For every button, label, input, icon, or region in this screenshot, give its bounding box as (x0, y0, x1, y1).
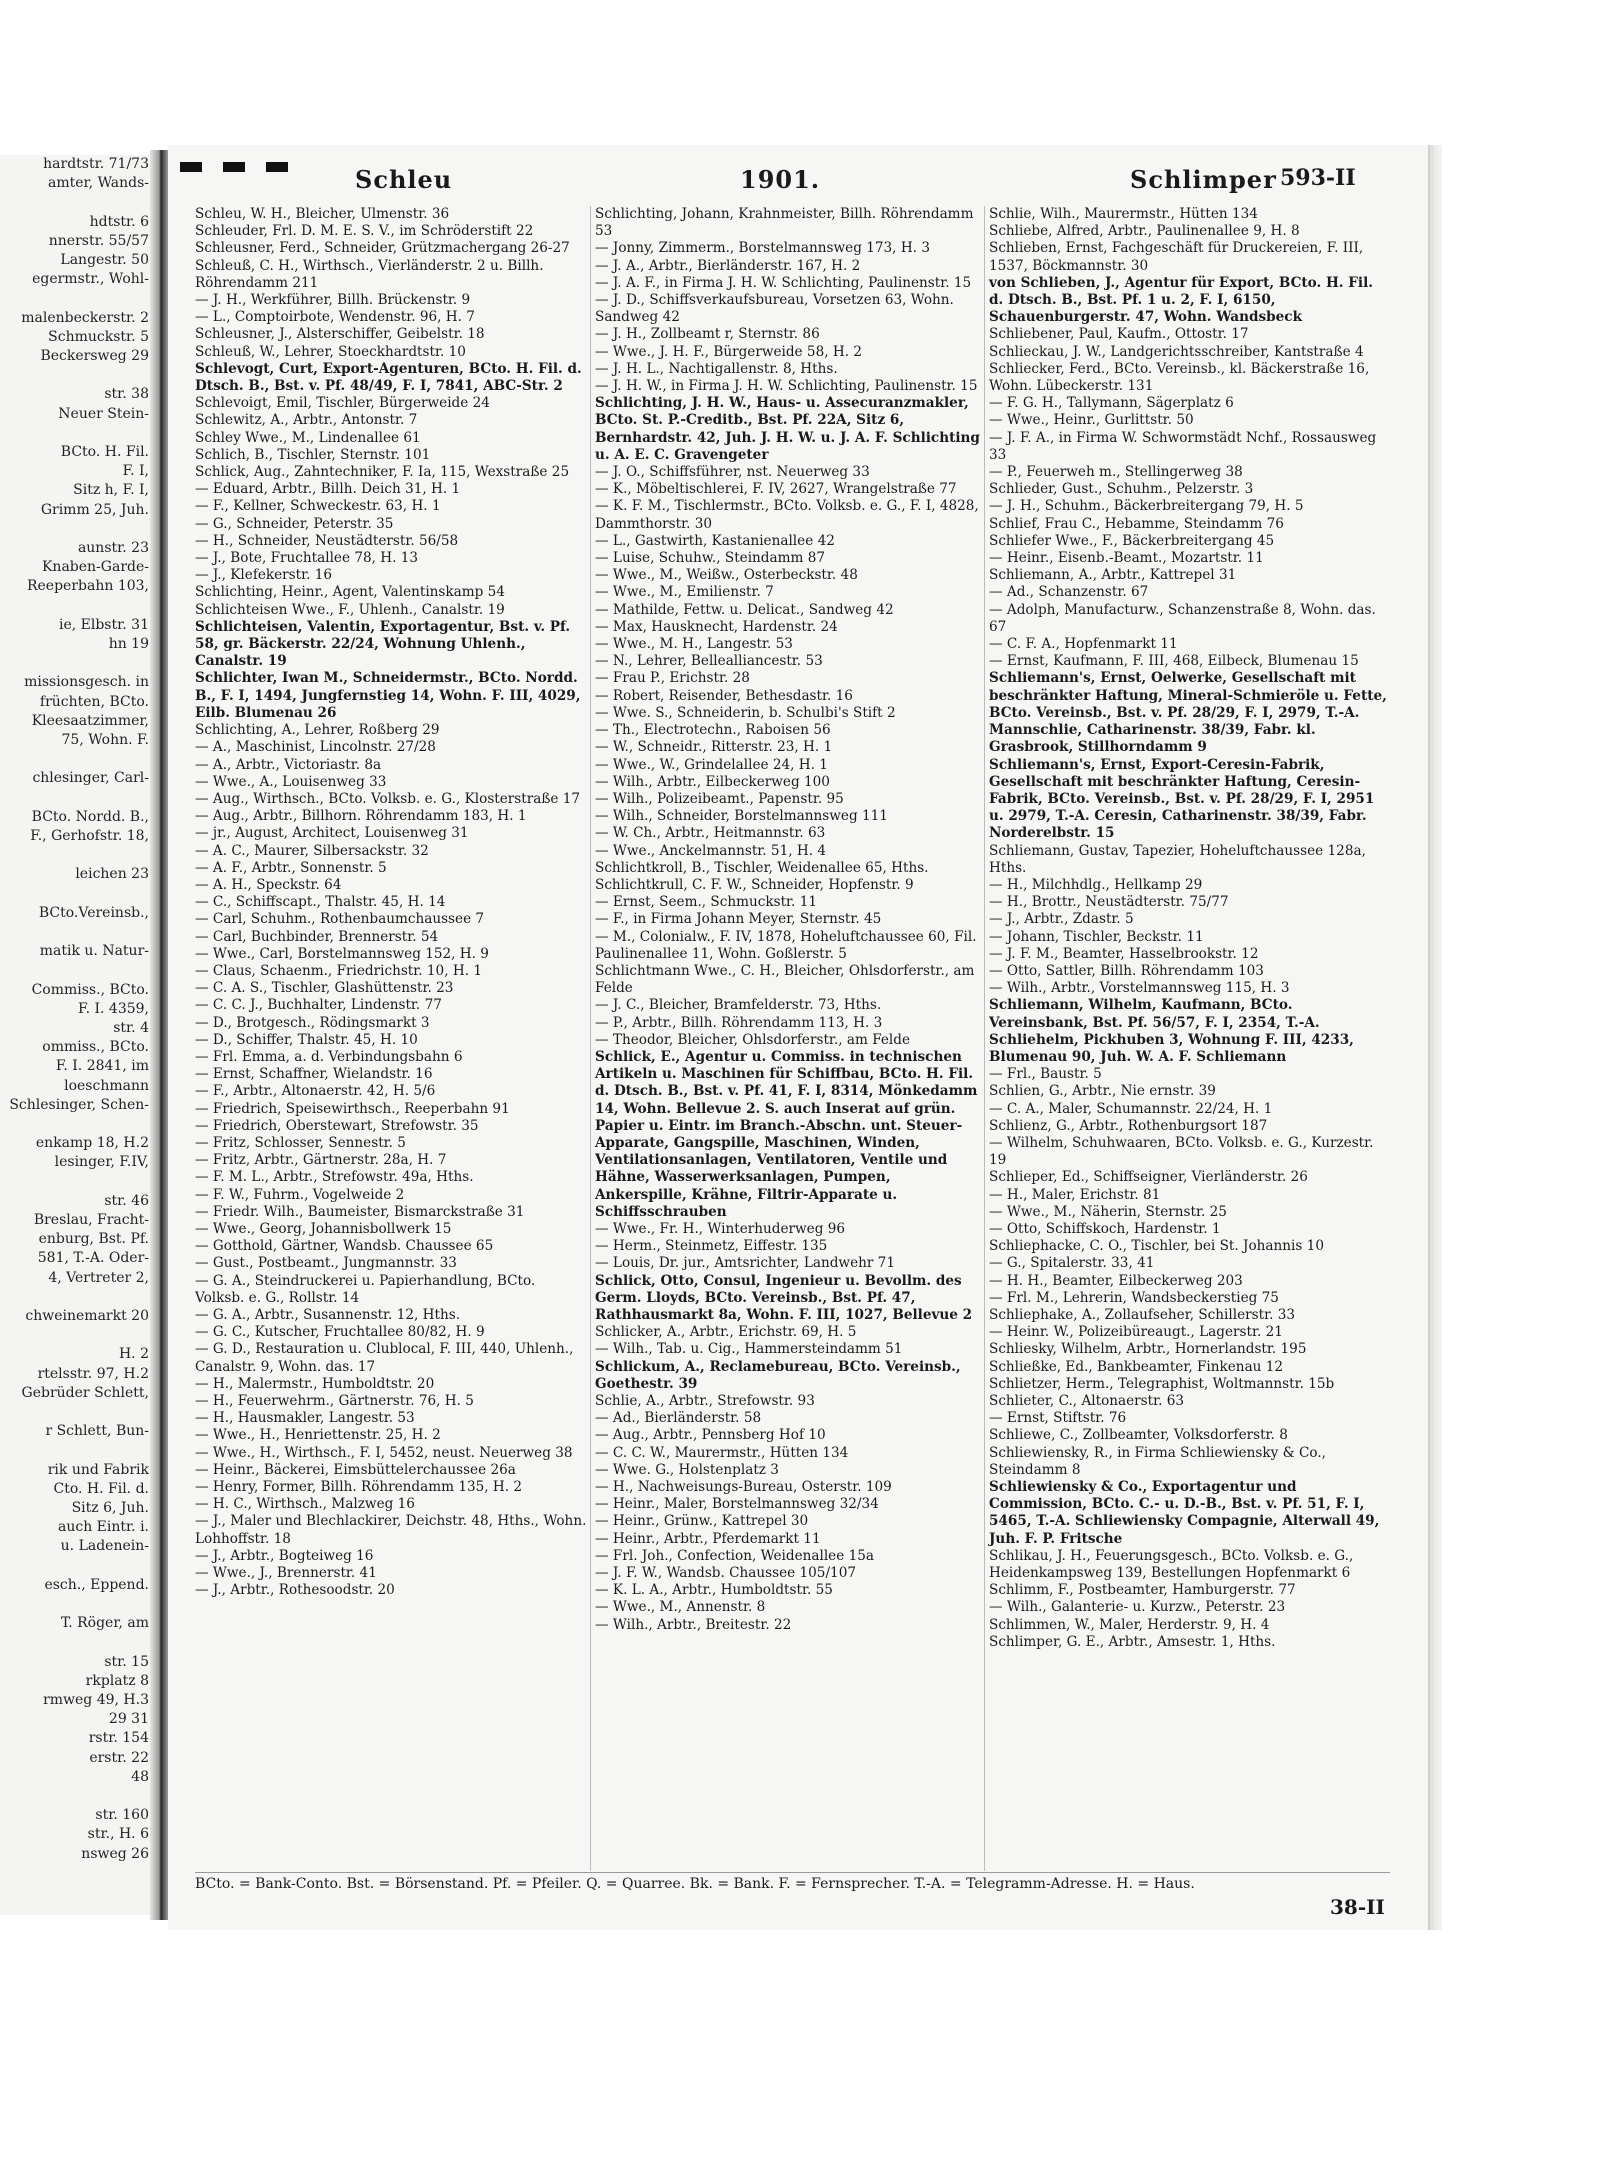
previous-page-fragment: str. 4 (113, 1020, 149, 1036)
directory-entry: — M., Colonialw., F. IV, 1878, Hoheluftchaussee 60, Fil. Paulinenallee 11, Wohn. Goßlerstr. 5 (595, 928, 977, 962)
directory-entry: — J., Arbtr., Rothesoodstr. 20 (195, 1582, 395, 1599)
directory-entry: — W. Ch., Arbtr., Heitmannstr. 63 (595, 825, 826, 842)
directory-entry: Schliephacke, C. O., Tischler, bei St. Johannis 10 (989, 1238, 1324, 1255)
directory-entry: — C. C. W., Maurermstr., Hütten 134 (595, 1444, 849, 1461)
directory-entry: — Frl., Baustr. 5 (989, 1066, 1102, 1083)
previous-page-fragment: Beckersweg 29 (40, 348, 149, 364)
directory-entry: — K. F. M., Tischlermstr., BCto. Volksb. e. G., F. I, 4828, Dammthorstr. 30 (595, 498, 979, 532)
previous-page-fragment: früchten, BCto. (39, 693, 149, 710)
directory-entry: Schlick, Otto, Consul, Ingenieur u. Bevollm. des Germ. Lloyds, BCto. Vereinsb., Bst. Pf. 47, Rathhausmarkt 8a, Wohn. F. III, 1027, Bellevue 2 (595, 1272, 973, 1323)
directory-entry: Schlewitz, A., Arbtr., Antonstr. 7 (195, 412, 418, 429)
directory-entry: — K. L. A., Arbtr., Humboldtstr. 55 (595, 1582, 833, 1599)
previous-page-fragment: hardtstr. 71/73 (43, 156, 149, 172)
directory-entry: — J., Arbtr., Bogteiweg 16 (195, 1547, 374, 1564)
directory-entry: Schleuß, W., Lehrer, Stoeckhardtstr. 10 (195, 343, 466, 360)
directory-entry: von Schlieben, J., Agentur für Export, BCto. H. Fil. d. Dtsch. B., Bst. Pf. 1 u. 2, F. I, 6150, Schauenburgerstr. 47, Wohn. Wandsbeck (989, 274, 1373, 326)
previous-page-fragment: nsweg 26 (81, 1845, 149, 1862)
directory-entry: — Wwe., M., Annenstr. 8 (595, 1599, 766, 1616)
directory-entry: — Wilh., Schneider, Borstelmannsweg 111 (595, 808, 888, 825)
directory-entry: Schleuß, C. H., Wirthsch., Vierländerstr. 2 u. Billh. Röhrendamm 211 (195, 257, 544, 291)
previous-page-fragment: Sitz 6, Juh. (71, 1500, 149, 1516)
directory-entry: — P., Arbtr., Billh. Röhrendamm 113, H. 3 (595, 1014, 883, 1031)
previous-page-fragment: hdtstr. 6 (89, 213, 149, 230)
previous-page-fragment: 29 31 (108, 1711, 149, 1728)
directory-entry: Schlicker, A., Arbtr., Erichstr. 69, H. 5 (595, 1324, 857, 1341)
page-number: 593-II (1280, 165, 1356, 191)
directory-entry: — Friedr. Wilh., Baumeister, Bismarckstraße 31 (195, 1203, 525, 1220)
directory-entry: — F., Arbtr., Altonaerstr. 42, H. 5/6 (195, 1083, 436, 1100)
previous-page-fragment: lesinger, F.IV, (54, 1154, 149, 1171)
directory-entry: — Claus, Schaenm., Friedrichstr. 10, H. 1 (195, 962, 482, 979)
directory-entry: — Th., Electrotechn., Raboisen 56 (595, 722, 831, 739)
directory-entry: Schliebener, Paul, Kaufm., Ottostr. 17 (989, 326, 1249, 343)
directory-entry: — J., Klefekerstr. 16 (195, 567, 333, 584)
directory-entry: — J. A. F., in Firma J. H. W. Schlichting, Paulinenstr. 15 (595, 274, 972, 291)
directory-entry: Schliemann, Wilhelm, Kaufmann, BCto. Vereinsbank, Bst. Pf. 56/57, F. I, 2354, T.-A. Schliehelm, Pickhuben 3, Wohnung F. III, 4233, Blumenau 90, Juh. W. A. F. Schliemann (989, 997, 1354, 1065)
directory-entry: — Wwe., J., Brennerstr. 41 (195, 1565, 377, 1582)
previous-page-fragment: str., H. 6 (87, 1826, 149, 1843)
directory-entry: Schleu, W. H., Bleicher, Ulmenstr. 36 (195, 206, 450, 222)
previous-page-fragment: rik und Fabrik (47, 1461, 149, 1478)
directory-column-2 (590, 206, 983, 1871)
previous-page-fragment: rtelsstr. 97, H.2 (37, 1365, 149, 1382)
directory-entry: Schliephake, A., Zollaufseher, Schillerstr. 33 (989, 1307, 1296, 1323)
directory-entry: — H., Schneider, Neustädterstr. 56/58 (195, 532, 459, 549)
directory-entry: Schliecker, Ferd., BCto. Vereinsb., kl. Bäckerstraße 16, Wohn. Lübeckerstr. 131 (989, 360, 1370, 395)
previous-page-fragment: chlesinger, Carl- (32, 770, 149, 787)
directory-entry: — Fritz, Schlosser, Sennestr. 5 (195, 1134, 406, 1151)
previous-page-fragment: Schlesinger, Schen- (9, 1096, 149, 1113)
directory-column-3 (984, 206, 1389, 1871)
directory-entry: — G. D., Restauration u. Clublocal, F. III, 440, Uhlenh., Canalstr. 9, Wohn. das. 17 (195, 1341, 574, 1375)
directory-entry: — Wilhelm, Schuhwaaren, BCto. Volksb. e. G., Kurzestr. 19 (989, 1134, 1374, 1169)
directory-entry: Schlichteisen, Valentin, Exportagentur, Bst. v. Pf. 58, gr. Bäckerstr. 22/24, Wohnung Uhlenh., Canalstr. 19 (195, 618, 571, 670)
directory-entry: Schlikau, J. H., Feuerungsgesch., BCto. Volksb. e. G., Heidenkampsweg 139, Bestellungen Hopfenmarkt 6 (989, 1547, 1354, 1582)
directory-entry: — Louis, Dr. jur., Amtsrichter, Landwehr 71 (595, 1255, 895, 1272)
directory-entry: — H., Feuerwehrm., Gärtnerstr. 76, H. 5 (195, 1393, 474, 1410)
directory-entry: Schliewe, C., Zollbeamter, Volksdorferstr. 8 (989, 1427, 1288, 1444)
directory-entry: Schliewiensky & Co., Exportagentur und Commission, BCto. C.- u. D.-B., Bst. v. Pf. 51, F. I, 5465, T.-A. Schliewiensky Compagnie, Alterwall 49, Juh. F. P. Fritsche (989, 1479, 1380, 1547)
previous-page-fragment: missionsgesch. in (24, 674, 149, 691)
directory-entry: — G. A., Arbtr., Susannenstr. 12, Hths. (195, 1307, 461, 1323)
directory-entry: Schlichting, Heinr., Agent, Valentinskamp 54 (195, 584, 505, 601)
directory-entry: Schlie, A., Arbtr., Strefowstr. 93 (595, 1393, 815, 1410)
directory-entry: — Ad., Schanzenstr. 67 (989, 584, 1149, 601)
previous-page-fragment: ommiss., BCto. (42, 1039, 149, 1056)
directory-entry: — F., Kellner, Schweckestr. 63, H. 1 (195, 498, 441, 515)
directory-entry: Schlieper, Ed., Schiffseigner, Vierländerstr. 26 (989, 1169, 1308, 1186)
previous-page-fragment: Schmuckstr. 5 (48, 328, 149, 345)
directory-entry: Schlimper, G. E., Arbtr., Amsestr. 1, Hths. (989, 1633, 1276, 1650)
directory-entry: — Aug., Wirthsch., BCto. Volksb. e. G., Klosterstraße 17 (195, 790, 581, 807)
previous-page-fragment: malenbeckerstr. 2 (21, 309, 149, 326)
previous-page-fragment: u. Ladenein- (60, 1538, 149, 1555)
previous-page-fragment: Kleesaatzimmer, (31, 712, 149, 729)
directory-entry: Schley Wwe., M., Lindenallee 61 (195, 429, 421, 446)
previous-page-fragment: chweinemarkt 20 (25, 1308, 149, 1324)
previous-page-fragment: F. I. 4359, (78, 1000, 149, 1017)
directory-entry: — Frl. M., Lehrerin, Wandsbeckerstieg 75 (989, 1289, 1279, 1306)
directory-entry: — J. D., Schiffsverkaufsbureau, Vorsetzen 63, Wohn. Sandweg 42 (595, 292, 954, 326)
directory-entry: Schlevogt, Curt, Export-Agenturen, BCto. H. Fil. d. Dtsch. B., Bst. v. Pf. 48/49, F. I, 7841, ABC-Str. 2 (195, 360, 582, 395)
directory-entry: — H. H., Beamter, Eilbeckerweg 203 (989, 1272, 1243, 1289)
directory-entry: — H., Nachweisungs-Bureau, Osterstr. 109 (595, 1479, 892, 1496)
directory-entry: — H., Malermstr., Humboldtstr. 20 (195, 1375, 435, 1392)
directory-entry: Schlieben, Ernst, Fachgeschäft für Druckereien, F. III, 1537, Böckmannstr. 30 (989, 240, 1364, 274)
directory-entry: — Ernst, Kaufmann, F. III, 468, Eilbeck, Blumenau 15 (989, 653, 1359, 670)
previous-page-fragment: BCto.Vereinsb., (38, 904, 149, 921)
directory-entry: — Frl. Joh., Confection, Weidenallee 15a (595, 1547, 874, 1564)
directory-entry: — G., Spitalerstr. 33, 41 (989, 1255, 1155, 1272)
directory-entry: — J. F. M., Beamter, Hasselbrookstr. 12 (989, 945, 1259, 962)
directory-entry: — A., Maschinist, Lincolnstr. 27/28 (195, 739, 436, 756)
previous-page-fragment: str. 46 (104, 1192, 149, 1209)
directory-entry: — C. A., Maler, Schumannstr. 22/24, H. 1 (989, 1100, 1273, 1117)
directory-entry: — C. A. S., Tischler, Glashüttenstr. 23 (195, 980, 454, 997)
directory-entry: — W., Schneidr., Ritterstr. 23, H. 1 (595, 739, 833, 756)
directory-entry: — L., Gastwirth, Kastanienallee 42 (595, 532, 835, 549)
directory-entry: — Aug., Arbtr., Billhorn. Röhrendamm 183, H. 1 (195, 808, 527, 825)
directory-entry: Schliemann, A., Arbtr., Kattrepel 31 (989, 567, 1237, 584)
directory-entry: — Wwe., Fr. H., Winterhuderweg 96 (595, 1220, 846, 1237)
directory-entry: Schleuder, Frl. D. M. E. S. V., im Schröderstift 22 (195, 223, 534, 240)
directory-entry: — Robert, Reisender, Bethesdastr. 16 (595, 687, 853, 704)
directory-entry: Schleusner, J., Alsterschiffer, Geibelstr. 18 (195, 326, 485, 343)
directory-entry: — J. C., Bleicher, Bramfelderstr. 73, Hths. (595, 997, 882, 1014)
directory-entry: Schleusner, Ferd., Schneider, Grützmachergang 26-27 (195, 240, 570, 257)
directory-entry: Schliewiensky, R., in Firma Schliewiensky & Co., Steindamm 8 (989, 1444, 1326, 1478)
directory-entry: — H., Maler, Erichstr. 81 (989, 1186, 1161, 1203)
directory-entry: Schlichtmann Wwe., C. H., Bleicher, Ohlsdorferstr., am Felde (595, 962, 975, 997)
previous-page-fragment: rkplatz 8 (85, 1672, 149, 1689)
previous-page-fragment: auch Eintr. i. (58, 1519, 149, 1536)
directory-entry: Schlichter, Iwan M., Schneidermstr., BCto. Nordd. B., F. I, 1494, Jungfernstieg 14, Wohn. F. III, 4029, Eilb. Blumenau 26 (195, 670, 581, 721)
directory-entry: — Wwe., Carl, Borstelmannsweg 152, H. 9 (195, 945, 489, 962)
directory-entry: — C. F. A., Hopfenmarkt 11 (989, 636, 1178, 653)
directory-entry: — J. H., Schuhm., Bäckerbreitergang 79, H. 5 (989, 498, 1304, 515)
directory-entry: — Theodor, Bleicher, Ohlsdorferstr., am Felde (595, 1031, 911, 1048)
directory-entry: — J. O., Schiffsführer, nst. Neuerweg 33 (595, 464, 870, 481)
directory-entry: — Otto, Schiffskoch, Hardenstr. 1 (989, 1220, 1221, 1237)
directory-entry: — J. H. L., Nachtigallenstr. 8, Hths. (595, 360, 838, 377)
directory-entry: Schlick, Aug., Zahntechniker, F. Ia, 115, Wexstraße 25 (195, 464, 570, 481)
previous-page-fragment: Gebrüder Schlett, (21, 1384, 149, 1401)
directory-entry: Schliesky, Wilhelm, Arbtr., Hornerlandstr. 195 (989, 1341, 1307, 1358)
directory-entry: Schlieder, Gust., Schuhm., Pelzerstr. 3 (989, 481, 1254, 498)
directory-entry: — Heinr. W., Polizeibüreaugt., Lagerstr. 21 (989, 1324, 1283, 1341)
directory-entry: — H. C., Wirthsch., Malzweg 16 (195, 1496, 415, 1513)
previous-page-fragment: H. 2 (118, 1346, 149, 1363)
directory-entry: — K., Möbeltischlerei, F. IV, 2627, Wrangelstraße 77 (595, 481, 957, 498)
directory-entry: — Jonny, Zimmerm., Borstelmannsweg 173, H. 3 (595, 240, 930, 257)
directory-entry: — Friedrich, Speisewirthsch., Reeperbahn 91 (195, 1100, 510, 1117)
directory-entry: — Frau P., Erichstr. 28 (595, 670, 750, 687)
previous-page-fragment: matik u. Natur- (39, 943, 149, 960)
previous-page-fragment: 581, T.-A. Oder- (37, 1250, 149, 1267)
previous-page-fragment: nnerstr. 55/57 (48, 232, 149, 249)
directory-entry: — Wilh., Arbtr., Eilbeckerweg 100 (595, 773, 830, 790)
directory-entry: — P., Feuerweh m., Stellingerweg 38 (989, 464, 1243, 481)
directory-entry: — J., Arbtr., Zdastr. 5 (989, 911, 1134, 928)
directory-entry: — G., Schneider, Peterstr. 35 (195, 515, 394, 532)
directory-entry: Schlichting, Johann, Krahnmeister, Billh. Röhrendamm 53 (595, 206, 974, 240)
header-last-entry: Schlimper (1130, 165, 1277, 194)
directory-entry: — Wwe., H., Wirthsch., F. I, 5452, neust. Neuerweg 38 (195, 1444, 573, 1461)
previous-page-fragment: Commiss., BCto. (31, 981, 149, 998)
directory-entry: — Carl, Schuhm., Rothenbaumchaussee 7 (195, 911, 485, 928)
previous-page-fragment: rstr. 154 (88, 1730, 149, 1747)
directory-entry: — Ernst, Schaffner, Wielandstr. 16 (195, 1066, 433, 1083)
book-gutter (150, 150, 170, 1920)
directory-entry: Schlichting, A., Lehrer, Roßberg 29 (195, 722, 440, 739)
directory-entry: Schlimmen, W., Maler, Herderstr. 9, H. 4 (989, 1616, 1270, 1633)
previous-page-fragment: erstr. 22 (89, 1749, 149, 1766)
directory-entry: Schlichteisen Wwe., F., Uhlenh., Canalstr. 19 (195, 601, 505, 618)
previous-page-fragment: rmweg 49, H.3 (43, 1692, 149, 1708)
previous-page-fragment: str. 38 (104, 386, 149, 403)
directory-entry: — Mathilde, Fettw. u. Delicat., Sandweg 42 (595, 601, 894, 618)
header-first-entry: Schleu (355, 165, 453, 194)
previous-page-fragment: aunstr. 23 (77, 540, 149, 556)
previous-page-fragment: Cto. H. Fil. d. (53, 1480, 149, 1497)
directory-entry: — Heinr., Bäckerei, Eimsbüttelerchaussee 26a (195, 1461, 516, 1478)
directory-entry: — Wwe., Heinr., Gurlittstr. 50 (989, 412, 1194, 429)
previous-page-fragment: enkamp 18, H.2 (35, 1135, 149, 1152)
directory-entry: — J., Maler und Blechlackirer, Deichstr. 48, Hths., Wohn. Lohhoffstr. 18 (195, 1513, 587, 1547)
directory-entry: — J. H., Zollbeamt r, Sternstr. 86 (595, 326, 820, 343)
directory-entry: — J. F. W., Wandsb. Chaussee 105/107 (595, 1565, 856, 1582)
previous-page-fragment: F. I. 2841, im (55, 1058, 149, 1075)
directory-entry: — Adolph, Manufacturw., Schanzenstraße 8, Wohn. das. 67 (989, 601, 1376, 635)
previous-page-fragment: 48 (131, 1768, 149, 1785)
directory-entry: — J. H., Werkführer, Billh. Brückenstr. 9 (195, 292, 471, 309)
directory-entry: — Wwe., H., Henriettenstr. 25, H. 2 (195, 1427, 441, 1444)
directory-entry: — Wilh., Galanterie- u. Kurzw., Peterstr. 23 (989, 1599, 1286, 1616)
directory-entry: — Wwe., A., Louisenweg 33 (195, 773, 387, 790)
previous-page-fragment: r Schlett, Bun- (45, 1423, 149, 1440)
previous-page-fragment: str. 160 (95, 1807, 149, 1824)
directory-entry: — A. H., Speckstr. 64 (195, 876, 342, 893)
previous-page-fragment: esch., Eppend. (44, 1576, 149, 1593)
directory-entry: — J., Bote, Fruchtallee 78, H. 13 (195, 550, 419, 567)
previous-page-fragment: Breslau, Fracht- (33, 1212, 149, 1228)
previous-page-fragment: Neuer Stein- (58, 405, 149, 422)
directory-entry: Schliebe, Alfred, Arbtr., Paulinenallee 9, H. 8 (989, 223, 1300, 240)
directory-entry: — Aug., Arbtr., Pennsberg Hof 10 (595, 1427, 826, 1444)
directory-entry: — Heinr., Grünw., Kattrepel 30 (595, 1513, 809, 1530)
directory-entry: — Wwe., M. H., Langestr. 53 (595, 636, 793, 653)
directory-entry: — Wilh., Arbtr., Vorstelmannsweg 115, H. 3 (989, 980, 1290, 997)
previous-page-fragment: ie, Elbstr. 31 (58, 616, 149, 633)
previous-page-fragment: hn 19 (108, 636, 149, 652)
directory-entry: Schlietzer, Herm., Telegraphist, Woltmannstr. 15b (989, 1375, 1335, 1392)
directory-entry: Schlichting, J. H. W., Haus- u. Assecuranzmakler, BCto. St. P.-Creditb., Bst. Pf. 22A, Sitz 6, Bernhardstr. 42, Juh. J. H. W. u. J. A. F. Schlichting u. A. E. C. Gravengeter (595, 395, 980, 463)
directory-entry: Schlevoigt, Emil, Tischler, Bürgerweide 24 (195, 395, 490, 412)
directory-entry: — C. C. J., Buchhalter, Lindenstr. 77 (195, 997, 442, 1014)
directory-entry: — D., Schiffer, Thalstr. 45, H. 10 (195, 1031, 418, 1048)
directory-entry: — L., Comptoirbote, Wendenstr. 96, H. 7 (195, 309, 475, 326)
previous-page-fragment: T. Röger, am (60, 1615, 149, 1632)
directory-entry: — Wwe., Georg, Johannisbollwerk 15 (195, 1220, 452, 1237)
directory-entry: — A. C., Maurer, Silbersackstr. 32 (195, 842, 429, 859)
directory-entry: Schliemann, Gustav, Tapezier, Hoheluftchaussee 128a, Hths. (989, 842, 1366, 876)
directory-entry: — F. G. H., Tallymann, Sägerplatz 6 (989, 395, 1234, 412)
directory-entry: — A. F., Arbtr., Sonnenstr. 5 (195, 859, 387, 876)
directory-entry: Schlichtkroll, B., Tischler, Weidenallee 65, Hths. (595, 859, 929, 876)
directory-entry: — Wwe., M., Emilienstr. 7 (595, 584, 774, 601)
directory-entry: — H., Milchhdlg., Hellkamp 29 (989, 876, 1203, 893)
directory-entry: — Gust., Postbeamt., Jungmannstr. 33 (195, 1255, 457, 1272)
previous-page-fragment: Grimm 25, Juh. (40, 501, 149, 518)
previous-page-fragment: Sitz h, F. I, (73, 482, 149, 499)
directory-entry: — Wwe., W., Grindelallee 24, H. 1 (595, 756, 828, 773)
previous-page-fragment: egermstr., Wohl- (32, 271, 149, 288)
previous-page-fragment: 4, Vertreter 2, (48, 1269, 149, 1286)
directory-entry: — H., Brottr., Neustädterstr. 75/77 (989, 894, 1229, 911)
directory-entry: Schlief, Frau C., Hebamme, Steindamm 76 (989, 515, 1284, 532)
directory-entry: — Otto, Sattler, Billh. Röhrendamm 103 (989, 962, 1264, 979)
previous-page-fragment: loeschmann (64, 1077, 149, 1094)
directory-entry: — Henry, Former, Billh. Röhrendamm 135, H. 2 (195, 1479, 523, 1496)
directory-entry: Schlieter, C., Altonaerstr. 63 (989, 1393, 1185, 1410)
directory-entry: — Wwe., M., Näherin, Sternstr. 25 (989, 1203, 1227, 1220)
page-header (195, 165, 1420, 209)
directory-entry: Schlienz, G., Arbtr., Rothenburgsort 187 (989, 1117, 1268, 1134)
directory-entry: — Wwe. S., Schneiderin, b. Schulbi's Stift 2 (595, 704, 896, 721)
directory-entry: — Wilh., Polizeibeamt., Papenstr. 95 (595, 790, 844, 807)
directory-entry: — J. H. W., in Firma J. H. W. Schlichting, Paulinenstr. 15 (595, 378, 978, 395)
directory-entry: — F. W., Fuhrm., Vogelweide 2 (195, 1186, 405, 1203)
directory-entry: — A., Arbtr., Victoriastr. 8a (195, 756, 382, 773)
directory-entry: — Ernst, Seem., Schmuckstr. 11 (595, 894, 817, 911)
directory-entry: Schliemann's, Ernst, Export-Ceresin-Fabrik, Gesellschaft mit beschränkter Haftung, Ceresin-Fabrik, BCto. Vereinsb., Bst. v. Pf. 28/29, F. I, 2951 u. 2979, T.-A. Ceresin, Catharinenstr. 38/39, Fabr. Norderelbstr. 15 (989, 756, 1375, 842)
previous-page-fragment: Langestr. 50 (60, 252, 149, 268)
previous-page-fragment: Knaben-Garde- (41, 559, 149, 576)
previous-page-fragment: BCto. H. Fil. (60, 444, 149, 460)
previous-page-fragment: leichen 23 (75, 866, 149, 883)
directory-entry: Schliefer Wwe., F., Bäckerbreitergang 45 (989, 532, 1275, 549)
directory-entry: Schlieckau, J. W., Landgerichtsschreiber, Kantstraße 4 (989, 343, 1364, 360)
directory-entry: — Wilh., Arbtr., Breitestr. 22 (595, 1616, 792, 1633)
previous-page-fragment: 75, Wohn. F. (61, 732, 149, 748)
directory-entry: — H., Hausmakler, Langestr. 53 (195, 1410, 415, 1427)
directory-entry: Schlien, G., Arbtr., Nie ernstr. 39 (989, 1083, 1216, 1100)
previous-page-fragment: Reeperbahn 103, (26, 578, 149, 595)
directory-entry: — Frl. Emma, a. d. Verbindungsbahn 6 (195, 1048, 463, 1065)
previous-page-edge (0, 155, 155, 1915)
abbreviation-legend: BCto. = Bank-Conto. Bst. = Börsenstand. Pf. = Pfeiler. Q. = Quarree. Bk. = Bank. F. = Fernsprecher. T.-A. = Telegramm-Adresse. H. = Haus. (195, 1872, 1390, 1893)
previous-page-fragment: enburg, Bst. Pf. (38, 1231, 149, 1248)
directory-entry: — Carl, Buchbinder, Brennerstr. 54 (195, 928, 439, 945)
directory-entry: — Herm., Steinmetz, Eiffestr. 135 (595, 1238, 828, 1255)
directory-entry: — Ad., Bierländerstr. 58 (595, 1410, 762, 1427)
directory-entry: — Max, Hausknecht, Hardenstr. 24 (595, 618, 838, 635)
directory-entry: Schlimm, F., Postbeamter, Hamburgerstr. 77 (989, 1582, 1296, 1599)
directory-entry: — Eduard, Arbtr., Billh. Deich 31, H. 1 (195, 481, 461, 498)
directory-entry: — C., Schiffscapt., Thalstr. 45, H. 14 (195, 894, 446, 911)
directory-entry: — Wwe., J. H. F., Bürgerweide 58, H. 2 (595, 343, 863, 360)
directory-entry: — Heinr., Eisenb.-Beamt., Mozartstr. 11 (989, 550, 1264, 567)
directory-column-1 (195, 206, 587, 1871)
directory-entry: — Wwe., Anckelmannstr. 51, H. 4 (595, 842, 827, 859)
header-year: 1901. (740, 165, 821, 194)
directory-entry: — Luise, Schuhw., Steindamm 87 (595, 550, 826, 567)
directory-entry: — J. A., Arbtr., Bierländerstr. 167, H. 2 (595, 257, 861, 274)
directory-entry: — J. F. A., in Firma W. Schwormstädt Nchf., Rossausweg 33 (989, 429, 1377, 463)
directory-entry: — Friedrich, Oberstewart, Strefowstr. 35 (195, 1117, 479, 1134)
directory-entry: — Heinr., Arbtr., Pferdemarkt 11 (595, 1530, 821, 1547)
directory-entry: — F., in Firma Johann Meyer, Sternstr. 45 (595, 911, 882, 928)
directory-entry: — Fritz, Arbtr., Gärtnerstr. 28a, H. 7 (195, 1152, 447, 1169)
sheet-signature: 38-II (1330, 1895, 1385, 1919)
directory-entry: Schlick, E., Agentur u. Commiss. in technischen Artikeln u. Maschinen für Schiffbau, BCto. H. Fil. d. Dtsch. B., Bst. v. Pf. 41, F. I, 8314, Mönkedamm 14, Wohn. Bellevue 2. S. auch Inserat auf grün. Papier u. Eintr. im Branch.-Abschn. unt. Steuer-Apparate, Gangspille, Maschinen, Winden, Ventilationsanlagen, Ventilatoren, Ventile und Hähne, Wasserwerksanlagen, Pumpen, Ankerspille, Krähne, Filtrir-Apparate u. Schiffsschrauben (595, 1048, 978, 1220)
directory-entry: — F. M. L., Arbtr., Strefowstr. 49a, Hths. (195, 1169, 474, 1186)
previous-page-fragment: BCto. Nordd. B., (31, 808, 149, 825)
directory-entry: Schlie, Wilh., Maurermstr., Hütten 134 (989, 206, 1258, 222)
directory-entry: — D., Brotgesch., Rödingsmarkt 3 (195, 1014, 430, 1031)
directory-entry: — N., Lehrer, Bellealliancestr. 53 (595, 653, 823, 670)
directory-entry: Schließke, Ed., Bankbeamter, Finkenau 12 (989, 1358, 1284, 1375)
directory-entry: — G. A., Steindruckerei u. Papierhandlung, BCto. Volksb. e. G., Rollstr. 14 (195, 1272, 536, 1306)
directory-entry: Schlich, B., Tischler, Sternstr. 101 (195, 446, 431, 463)
previous-page-fragment: F., Gerhofstr. 18, (30, 828, 149, 844)
previous-page-fragment: str. 15 (104, 1653, 149, 1670)
directory-entry: — Heinr., Maler, Borstelmannsweg 32/34 (595, 1496, 879, 1513)
directory-entry: — Wwe., M., Weißw., Osterbeckstr. 48 (595, 567, 858, 584)
directory-entry: — G. C., Kutscher, Fruchtallee 80/82, H. 9 (195, 1324, 485, 1341)
directory-entry: Schlickum, A., Reclamebureau, BCto. Vereinsb., Goethestr. 39 (595, 1358, 961, 1392)
directory-entry: — Wwe. G., Holstenplatz 3 (595, 1461, 779, 1478)
directory-entry: — Wilh., Tab. u. Cig., Hammersteindamm 51 (595, 1341, 903, 1358)
directory-entry: Schliemann's, Ernst, Oelwerke, Gesellschaft mit beschränkter Haftung, Mineral-Schmieröle u. Fette, BCto. Vereinsb., Bst. v. Pf. 28/29, F. I, 2979, T.-A. Mannschlie, Catharinenstr. 38/39, Fabr. kl. Grasbrook, Stillhorndamm 9 (989, 670, 1387, 756)
directory-entry: — Ernst, Stiftstr. 76 (989, 1410, 1127, 1427)
directory-entry: Schlichtkrull, C. F. W., Schneider, Hopfenstr. 9 (595, 876, 914, 893)
directory-entry: — Gotthold, Gärtner, Wandsb. Chaussee 65 (195, 1238, 494, 1255)
previous-page-fragment: F. I, (122, 463, 149, 480)
directory-entry: — jr., August, Architect, Louisenweg 31 (195, 825, 469, 842)
directory-entry: — Johann, Tischler, Beckstr. 11 (989, 928, 1204, 945)
previous-page-fragment: amter, Wands- (47, 175, 149, 192)
